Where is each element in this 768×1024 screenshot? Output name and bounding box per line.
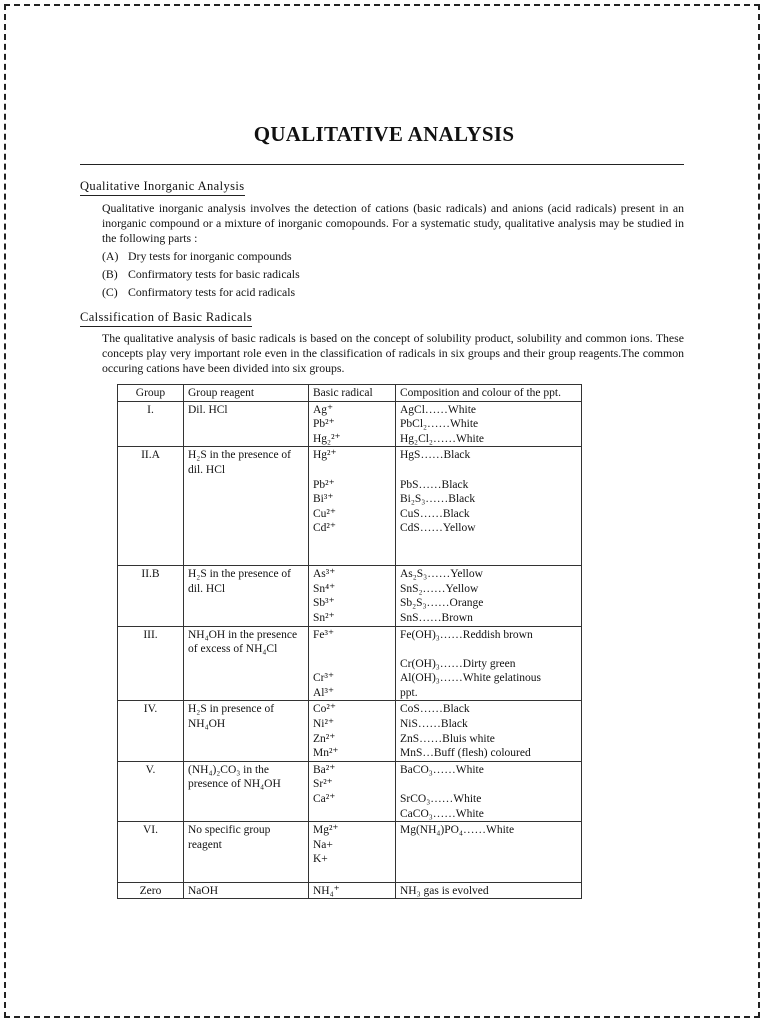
- radical-item: Hg²⁺: [313, 449, 337, 462]
- section-heading-inorganic-analysis: Qualitative Inorganic Analysis: [80, 179, 245, 196]
- list-item: [102, 247, 300, 265]
- radical-item: [313, 642, 391, 657]
- table-row: [118, 447, 582, 566]
- reagent-cell: H₂S in the presence of dil. HCl: [184, 566, 309, 626]
- radical-cell: [309, 447, 396, 566]
- radical-item: Ag⁺: [313, 403, 334, 416]
- list-text: Confirmatory tests for acid radicals: [128, 285, 296, 299]
- composition-item: NH₃ gas is evolved: [400, 884, 489, 897]
- composition-cell: [396, 761, 582, 821]
- composition-item: MnS…Buff (flesh) coloured: [400, 747, 531, 760]
- composition-item: [400, 463, 577, 478]
- table-row: [118, 701, 582, 761]
- reagent-cell: (NH₄)₂CO₃ in the presence of NH₄OH: [184, 761, 309, 821]
- header-reagent: Group reagent: [184, 385, 309, 402]
- table-row: [118, 822, 582, 882]
- composition-item: Al(OH)₃……White gelatinous: [400, 672, 542, 685]
- radical-item: Mg²⁺: [313, 824, 339, 837]
- group-cell: II.B: [118, 566, 184, 626]
- radical-item: Zn²⁺: [313, 732, 336, 745]
- composition-cell: [396, 626, 582, 701]
- composition-item: CoS……Black: [400, 703, 470, 716]
- radical-item: Co²⁺: [313, 703, 336, 716]
- classification-paragraph: The qualitative analysis of basic radicals is based on the concept of solubility product, solubility and common ions. These concepts play very important role even in the classification of radicals in six groups and their group reagents.The common occuring cations have been divided into six groups.: [102, 331, 684, 375]
- radical-item: Mn²⁺: [313, 747, 339, 760]
- radical-item: NH₄⁺: [313, 884, 340, 897]
- intro-paragraph: Qualitative inorganic analysis involves the detection of cations (basic radicals) and anions (acid radicals) present in an inorganic compound or a mixture of inorganic comopounds. For a systematic study, qualitative analysis may be studied in the following parts :: [102, 201, 684, 245]
- composition-item: Mg(NH₄)PO₄……White: [400, 824, 515, 837]
- radical-cell: [309, 822, 396, 882]
- radical-item: Sn²⁺: [313, 611, 335, 624]
- table-row: [118, 566, 582, 626]
- radical-cell: [309, 701, 396, 761]
- group-cell: III.: [118, 626, 184, 701]
- section-heading-basic-radicals: Calssification of Basic Radicals: [80, 310, 252, 327]
- composition-item: PbS……Black: [400, 478, 469, 491]
- radical-cell: [309, 761, 396, 821]
- composition-item: HgS……Black: [400, 449, 471, 462]
- radical-item: [313, 867, 391, 882]
- radical-item: Fe³⁺: [313, 628, 335, 641]
- composition-item: CdS……Yellow: [400, 522, 476, 535]
- composition-cell: [396, 447, 582, 566]
- radical-cell: [309, 401, 396, 447]
- radical-item: Na+: [313, 838, 333, 851]
- header-radical: Basic radical: [309, 385, 396, 402]
- radical-item: Sb³⁺: [313, 597, 335, 610]
- composition-item: NiS……Black: [400, 718, 468, 731]
- radical-item: Al³⁺: [313, 686, 335, 699]
- group-cell: V.: [118, 761, 184, 821]
- radical-item: [313, 551, 391, 566]
- table-row: [118, 401, 582, 447]
- list-item: [102, 283, 300, 301]
- radical-item: Ca²⁺: [313, 793, 336, 806]
- composition-item: PbCl₂……White: [400, 418, 479, 431]
- composition-item: AgCl……White: [400, 403, 477, 416]
- group-cell: Zero: [118, 882, 184, 899]
- header-composition: Composition and colour of the ppt.: [396, 385, 582, 402]
- radical-item: Cr³⁺: [313, 672, 335, 685]
- header-group: Group: [118, 385, 184, 402]
- composition-item: Bi₂S₃……Black: [400, 493, 476, 506]
- composition-item: [400, 777, 577, 792]
- radical-item: [313, 657, 391, 672]
- composition-item: SrCO₃……White: [400, 793, 482, 806]
- table-row: [118, 882, 582, 899]
- radical-item: Bi³⁺: [313, 493, 334, 506]
- reagent-cell: NaOH: [184, 882, 309, 899]
- radical-cell: [309, 626, 396, 701]
- radical-cell: [309, 882, 396, 899]
- title-rule: [80, 164, 684, 165]
- group-cell: VI.: [118, 822, 184, 882]
- reagent-cell: H₂S in the presence of dil. HCl: [184, 447, 309, 566]
- group-cell: IV.: [118, 701, 184, 761]
- radical-item: Cd²⁺: [313, 522, 336, 535]
- list-marker: (B): [102, 267, 118, 281]
- radical-item: K+: [313, 853, 328, 866]
- radical-item: Ba²⁺: [313, 763, 336, 776]
- composition-item: As₂S₃……Yellow: [400, 568, 483, 581]
- radical-item: Ni²⁺: [313, 718, 335, 731]
- composition-cell: [396, 822, 582, 882]
- list-marker: (C): [102, 285, 118, 299]
- radical-cell: [309, 566, 396, 626]
- radical-item: Pb²⁺: [313, 418, 335, 431]
- group-cell: I.: [118, 401, 184, 447]
- reagent-cell: No specific group reagent: [184, 822, 309, 882]
- composition-cell: [396, 566, 582, 626]
- radical-item: Sn⁴⁺: [313, 582, 336, 595]
- radical-item: Hg₂²⁺: [313, 432, 341, 445]
- reagent-cell: H₂S in presence of NH₄OH: [184, 701, 309, 761]
- composition-item: [400, 642, 577, 657]
- reagent-cell: Dil. HCl: [184, 401, 309, 447]
- composition-item: [400, 536, 577, 551]
- composition-item: Sb₂S₃……Orange: [400, 597, 484, 610]
- composition-item: Fe(OH)₃……Reddish brown: [400, 628, 533, 641]
- composition-cell: [396, 882, 582, 899]
- composition-item: [400, 852, 577, 867]
- group-cell: II.A: [118, 447, 184, 566]
- composition-item: SnS……Brown: [400, 611, 473, 624]
- table-row: [118, 761, 582, 821]
- composition-cell: [396, 401, 582, 447]
- reagent-cell: NH₄OH in the presence of excess of NH₄Cl: [184, 626, 309, 701]
- radical-item: [313, 463, 391, 478]
- radical-item: Sr²⁺: [313, 778, 333, 791]
- composition-item: Hg₂Cl₂……White: [400, 432, 485, 445]
- radical-item: Pb²⁺: [313, 478, 335, 491]
- radical-item: Cu²⁺: [313, 507, 336, 520]
- composition-item: ZnS……Bluis white: [400, 732, 495, 745]
- page-title: QUALITATIVE ANALYSIS: [253, 122, 515, 146]
- composition-item: [400, 867, 577, 882]
- list-marker: (A): [102, 249, 119, 263]
- composition-item: [400, 838, 577, 853]
- list-text: Dry tests for inorganic compounds: [128, 249, 292, 263]
- radical-item: [313, 536, 391, 551]
- composition-item: CaCO₃……White: [400, 807, 484, 820]
- list-text: Confirmatory tests for basic radicals: [128, 267, 300, 281]
- cation-groups-table: [117, 384, 582, 899]
- composition-item: SnS₂……Yellow: [400, 582, 479, 595]
- radical-item: As³⁺: [313, 568, 336, 581]
- composition-item: ppt.: [400, 686, 418, 699]
- composition-item: [400, 551, 577, 566]
- composition-item: Cr(OH)₃……Dirty green: [400, 657, 516, 670]
- composition-cell: [396, 701, 582, 761]
- parts-list: [102, 247, 300, 301]
- table-row: [118, 626, 582, 701]
- table-header-row: [118, 385, 582, 402]
- radical-item: [313, 807, 391, 822]
- composition-item: BaCO₃……White: [400, 763, 484, 776]
- composition-item: CuS……Black: [400, 507, 470, 520]
- list-item: [102, 265, 300, 283]
